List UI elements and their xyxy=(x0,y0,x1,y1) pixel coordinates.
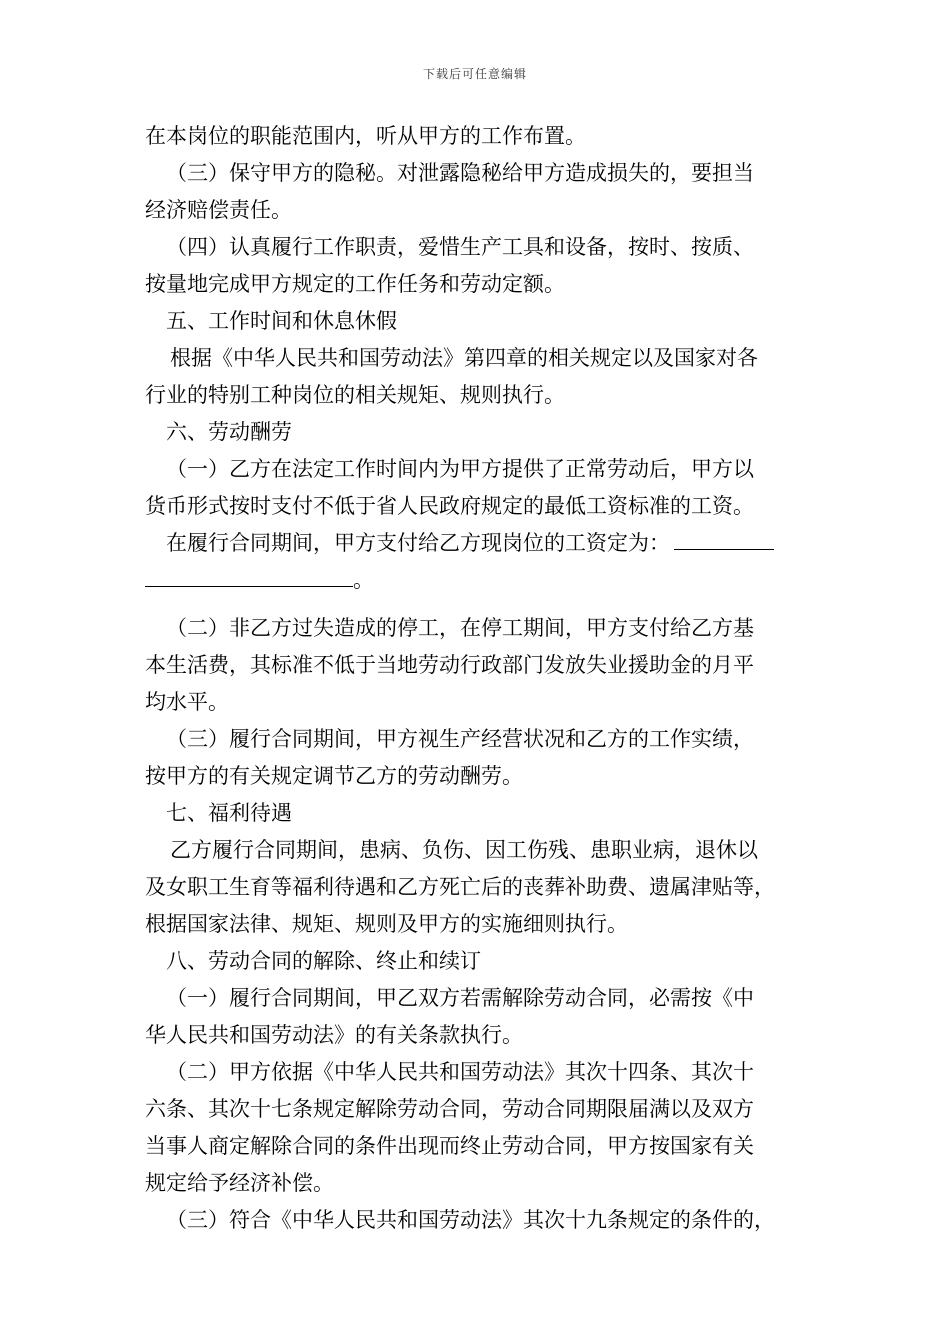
text-line: 本生活费，其标准不低于当地劳动行政部门发放失业援助金的月平 xyxy=(145,653,754,677)
text-line: （三）符合《中华人民共和国劳动法》其次十九条规定的条件的， xyxy=(166,1208,775,1232)
paragraph-gap xyxy=(145,599,815,610)
text-line: 货币形式按时支付不低于省人民政府规定的最低工资标准的工资。 xyxy=(145,494,754,518)
page-header: 下载后可任意编辑 xyxy=(422,67,527,81)
text-line: 在本岗位的职能范围内，听从甲方的工作布置。 xyxy=(145,124,586,148)
text-line: 规定给予经济补偿。 xyxy=(145,1171,334,1195)
wage-blank-field-continued[interactable] xyxy=(145,566,353,587)
text-line: 及女职工生育等福利待遇和乙方死亡后的丧葬补助费、遗属津贴等， xyxy=(145,875,775,899)
text-line: 根据国家法律、规矩、规则及甲方的实施细则执行。 xyxy=(145,912,628,936)
wage-label: 在履行合同期间，甲方支付给乙方现岗位的工资定为： xyxy=(166,531,670,555)
text-line: （二）甲方依据《中华人民共和国劳动法》其次十四条、其次十 xyxy=(166,1060,754,1084)
text-line: 根据《中华人民共和国劳动法》第四章的相关规定以及国家对各 xyxy=(170,346,758,370)
text-line: （三）保守甲方的隐秘。对泄露隐秘给甲方造成损失的，要担当 xyxy=(166,161,754,185)
text-line: （一）乙方在法定工作时间内为甲方提供了正常劳动后，甲方以 xyxy=(166,457,754,481)
text-line: 按量地完成甲方规定的工作任务和劳动定额。 xyxy=(145,272,565,296)
document-body xyxy=(145,118,815,1239)
text-line: （四）认真履行工作职责，爱惜生产工具和设备，按时、按质、 xyxy=(166,235,754,259)
wage-line xyxy=(145,525,815,562)
text-line: 乙方履行合同期间，患病、负伤、因工伤残、患职业病，退休以 xyxy=(170,838,758,862)
text-line: （一）履行合同期间，甲乙双方若需解除劳动合同，必需按《中 xyxy=(166,986,754,1010)
section-heading: 七、福利待遇 xyxy=(166,801,292,825)
section-heading: 六、劳动酬劳 xyxy=(166,420,292,444)
text-line: 六条、其次十七条规定解除劳动合同，劳动合同期限届满以及双方 xyxy=(145,1097,754,1121)
section-heading: 八、劳动合同的解除、终止和续订 xyxy=(166,949,481,973)
period-mark: 。 xyxy=(353,568,374,592)
wage-line-continued xyxy=(145,562,815,599)
text-line: 行业的特别工种岗位的相关规矩、规则执行。 xyxy=(145,383,565,407)
text-line: 均水平。 xyxy=(145,690,229,714)
text-line: （二）非乙方过失造成的停工，在停工期间，甲方支付给乙方基 xyxy=(166,616,754,640)
section-heading: 五、工作时间和休息休假 xyxy=(166,309,397,333)
text-line: 按甲方的有关规定调节乙方的劳动酬劳。 xyxy=(145,764,523,788)
text-line: 当事人商定解除合同的条件出现而终止劳动合同，甲方按国家有关 xyxy=(145,1134,754,1158)
wage-blank-field[interactable] xyxy=(674,529,774,550)
text-line: 经济赔偿责任。 xyxy=(145,198,292,222)
text-line: （三）履行合同期间，甲方视生产经营状况和乙方的工作实绩， xyxy=(166,727,754,751)
text-line: 华人民共和国劳动法》的有关条款执行。 xyxy=(145,1023,523,1047)
